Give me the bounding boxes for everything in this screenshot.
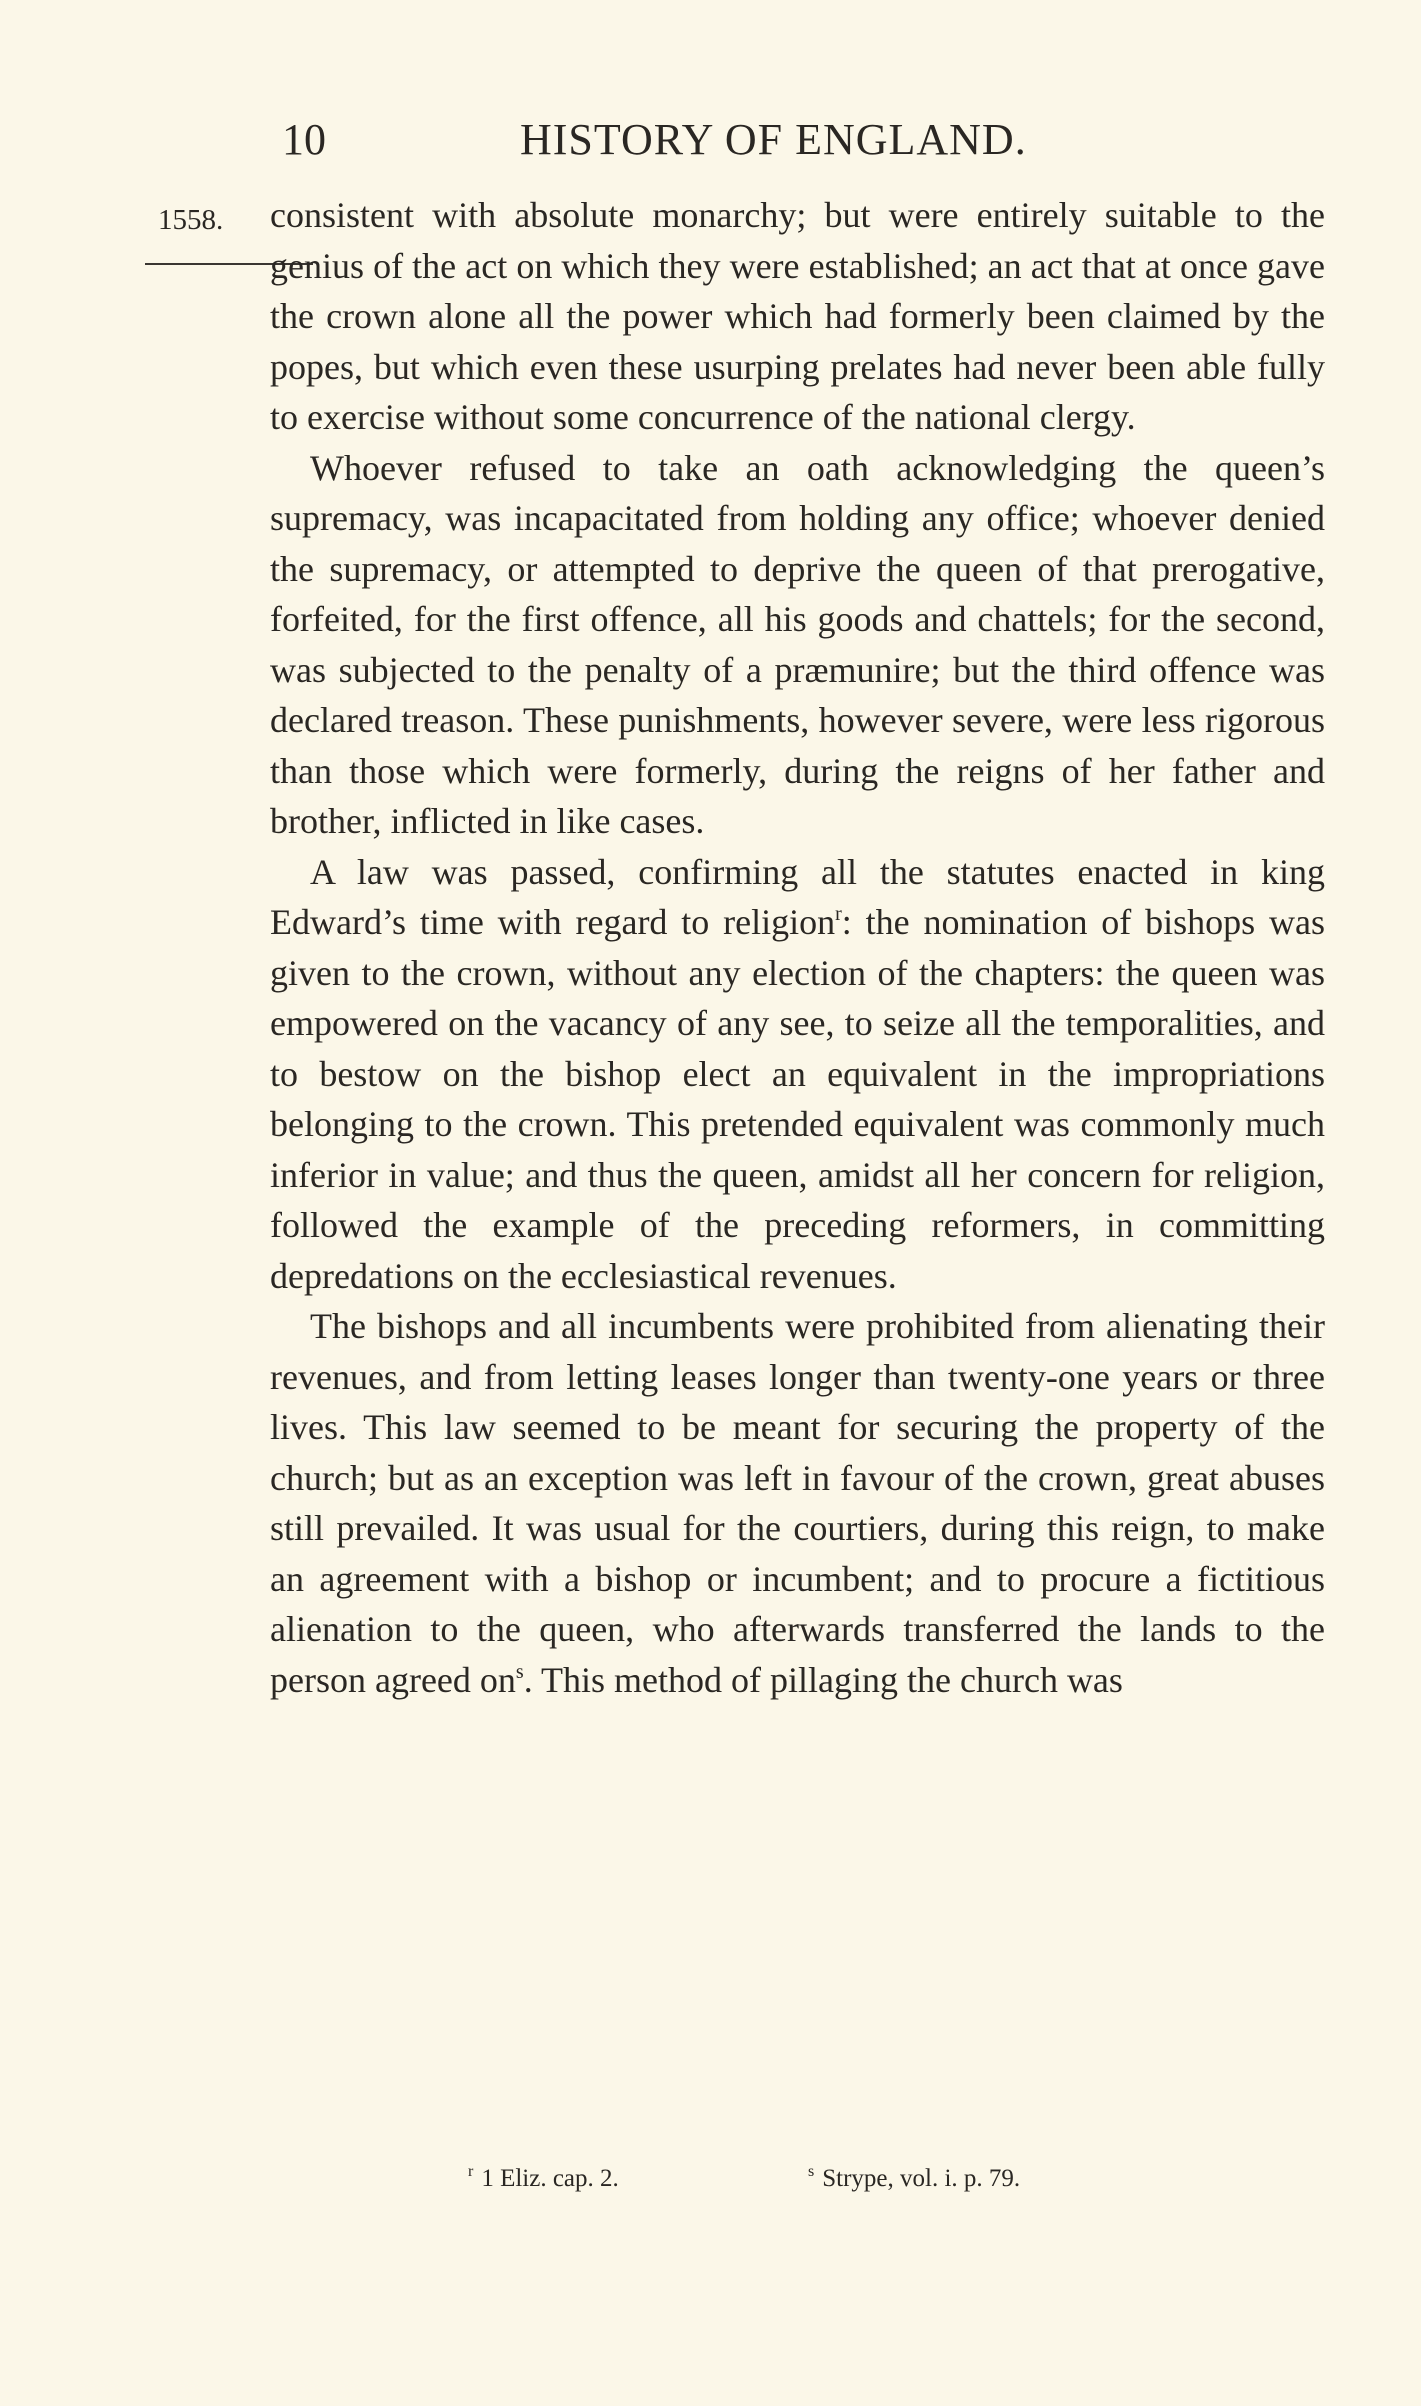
footnote-mark: s [808, 2163, 815, 2180]
footnote-text: 1 Eliz. cap. 2. [481, 2165, 619, 2192]
paragraph-2: Whoever refused to take an oath acknowledging the queen’s supremacy, was incapacitated from holding any office; whoever denied the supremacy, or attempted to deprive the queen of that prerogative, forfeited, for the first offence, all his goods and chattels; for the second, was subjected to the penalty of a præmunire; but the third offence was declared treason. These punishments, however severe, were less rigorous than those which were formerly, during the reigns of her father and brother, inflicted in like cases. [270, 447, 1325, 841]
footnote-mark: r [468, 2163, 474, 2180]
paragraph-4-text-a: The bishops and all incumbents were prohibited from alienating their revenues, and from letting leases longer than twenty-one years or three lives. This law seemed to be meant for securing the property of the church; but as an exception was left in favour of the crown, great abuses still prevailed. It was usual for the courtiers, during this reign, to make an agreement with a bishop or incumbent; and to procure a fictitious alienation to the queen, who afterwards transferred the lands to the person agreed on [270, 1306, 1325, 1700]
paragraph-4 [270, 1301, 1325, 1705]
paragraph-1: consistent with absolute monarchy; but were entirely suitable to the genius of the act on which they were established; an act that at once gave the crown alone all the power which had formerly been claimed by the popes, but which even these usurping prelates had never been able fully to exercise without some concurrence of the national clergy. [270, 195, 1325, 437]
margin-year: 1558. [158, 204, 224, 236]
paragraph-3-text-a: A law was passed, confirming all the statutes enacted in king Edward’s time with regard to religion [270, 851, 1325, 942]
footnote-text: Strype, vol. i. p. 79. [822, 2165, 1021, 2192]
footnote-ref-s: s [515, 1660, 524, 1683]
paragraph-3 [270, 847, 1325, 1302]
page-number: 10 [282, 115, 326, 164]
page-header [270, 112, 1110, 168]
footnote-ref-r: r [835, 903, 842, 925]
paragraph-4-text-b: . This method of pillaging the church was [523, 1659, 1123, 1700]
footnote-s [808, 2152, 1020, 2199]
running-title: HISTORY OF ENGLAND. [520, 115, 1027, 164]
paragraph-3-text-b: : the nomination of bishops was given to the crown, without any election of the chapters: the queen was empowered on the vacancy of any see, to seize all the temporalities, and to bestow on the bishop elect an equivalent in the impropriations belonging to the crown. This pretended equivalent was commonly much inferior in value; and thus the queen, amidst all her concern for religion, followed the example of the preceding reformers, in committing depredations on the ecclesiastical revenues. [270, 902, 1325, 1296]
body-text [270, 190, 1325, 1705]
footnote-r [468, 2152, 619, 2199]
